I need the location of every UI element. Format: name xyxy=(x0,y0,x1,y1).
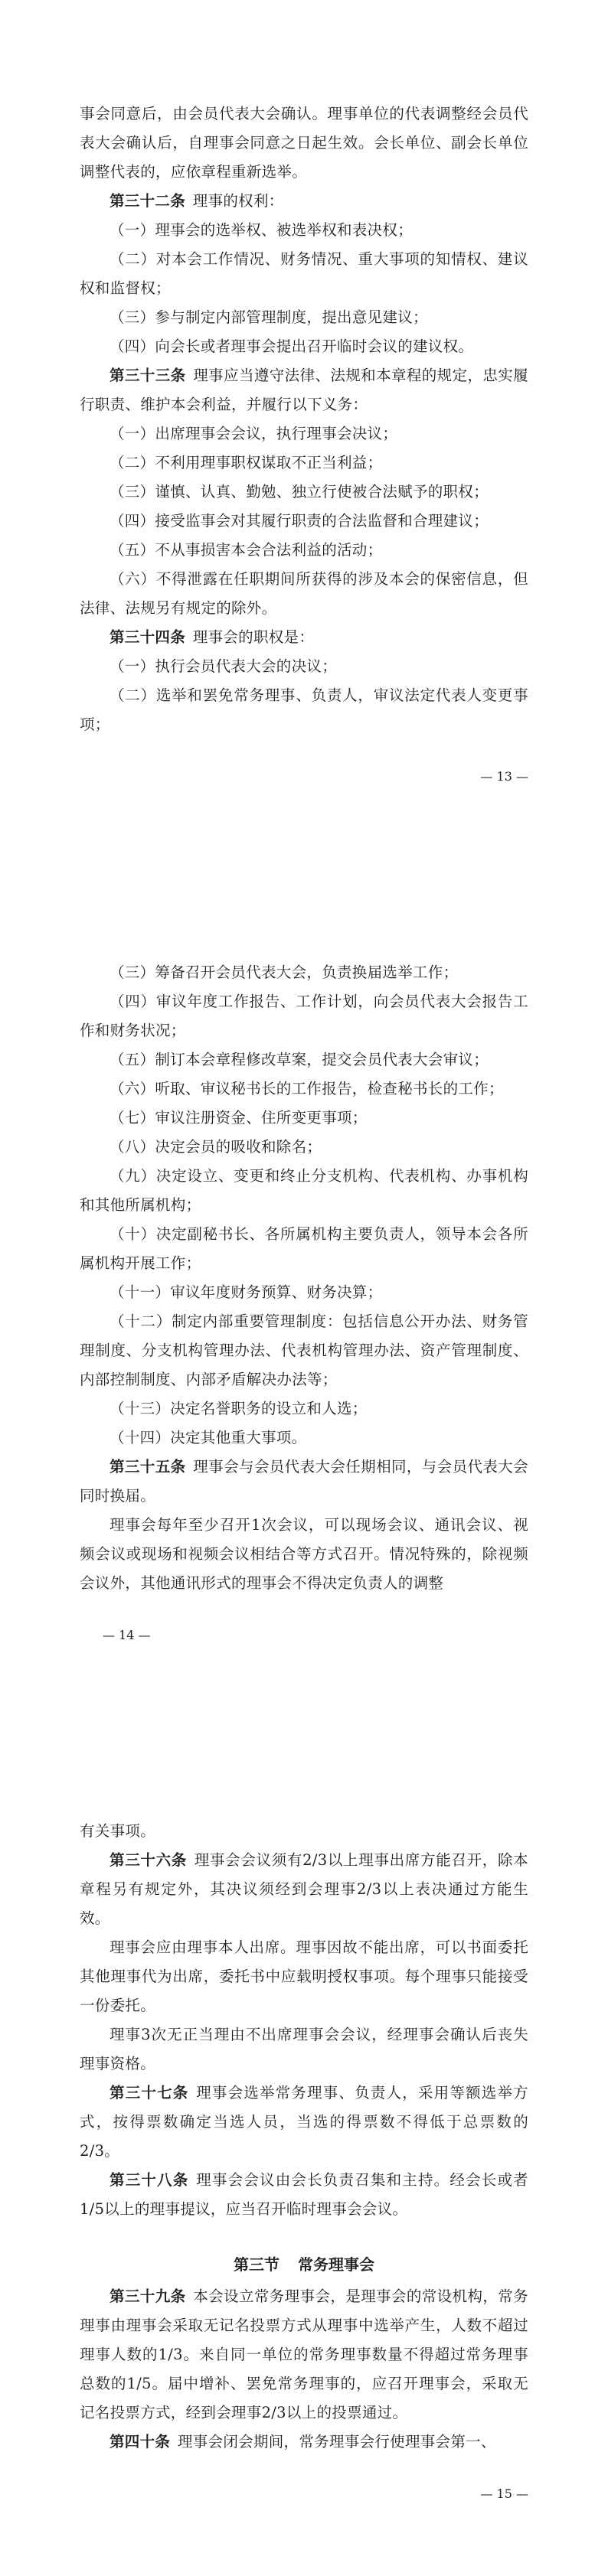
article-number: 第三十九条 xyxy=(110,2287,186,2305)
document-page-13 xyxy=(0,0,608,859)
article-paragraph: 第三十六条 理事会会议须有2/3以上理事出席方能召开，除本章程另有规定外，其决议须经到会理事2/3以上表决通过方能生效。 xyxy=(80,1851,528,1927)
list-item: （一）执行会员代表大会的决议； xyxy=(110,657,338,675)
list-item: （八）决定会员的吸收和除名； xyxy=(110,1138,322,1156)
article-paragraph: 第四十条 理事会闭会期间，常务理事会行使理事会第一、 xyxy=(110,2433,496,2450)
article-paragraph: 第三十三条 理事应当遵守法律、法规和本章程的规定，忠实履行职责、维护本会利益，并履行以下义务： xyxy=(80,367,528,413)
section-number: 第三节 xyxy=(234,2255,279,2274)
article-paragraph: 第三十二条 理事的权利： xyxy=(110,192,284,210)
list-item: （五）不从事损害本会合法利益的活动； xyxy=(110,541,383,559)
document-page-15 xyxy=(0,1717,608,2576)
list-item: （六）听取、审议秘书长的工作报告，检查秘书长的工作； xyxy=(110,1080,504,1097)
list-item: （十四）决定其他重大事项。 xyxy=(110,1429,307,1446)
list-item: （三）筹备召开会员代表大会，负责换届选举工作； xyxy=(110,964,459,981)
list-item: （十一）审议年度财务预算、财务决算； xyxy=(110,1283,383,1301)
article-number: 第三十四条 xyxy=(110,628,186,646)
list-item: （六）不得泄露在任职期间所获得的涉及本会的保密信息，但法律、法规另有规定的除外。 xyxy=(80,570,528,617)
document-page-14 xyxy=(0,859,608,1717)
section-heading xyxy=(80,2250,528,2279)
list-item: （一）理事会的选举权、被选举权和表决权； xyxy=(110,221,414,239)
list-item: （二）选举和罢免常务理事、负责人，审议法定代表人变更事项； xyxy=(80,686,528,733)
list-item: （四）接受监事会对其履行职责的合法监督和合理建议； xyxy=(110,512,489,530)
list-item: （十二）制定内部重要管理制度：包括信息公开办法、财务管理制度、分支机构管理办法、代表机构管理办法、资产管理制度、内部控制制度、内部矛盾解决办法等； xyxy=(80,1312,528,1388)
section-title: 常务理事会 xyxy=(298,2255,374,2274)
paragraph: 有关事项。 xyxy=(80,1822,156,1840)
list-item: （十三）决定名誉职务的设立和人选； xyxy=(110,1400,368,1417)
page-content xyxy=(80,99,528,739)
article-number: 第三十二条 xyxy=(110,192,186,210)
list-item: （三）谨慎、认真、勤勉、独立行使被合法赋予的职权； xyxy=(110,483,489,501)
paragraph: 事会同意后，由会员代表大会确认。理事单位的代表调整经会员代表大会确认后，自理事会同意之日起生效。会长单位、副会长单位调整代表的，应依章程重新选举。 xyxy=(80,105,528,181)
article-number: 第三十五条 xyxy=(110,1458,186,1475)
paragraph: 理事会应由理事本人出席。理事因故不能出席，可以书面委托其他理事代为出席，委托书中应载明授权事项。每个理事只能接受一份委托。 xyxy=(80,1939,528,2014)
list-item: （二）对本会工作情况、财务情况、重大事项的知情权、建议权和监督权； xyxy=(80,250,528,297)
article-paragraph: 第三十五条 理事会与会员代表大会任期相同，与会员代表大会同时换届。 xyxy=(80,1458,528,1505)
paragraph: 理事会每年至少召开1次会议，可以现场会议、通讯会议、视频会议或现场和视频会议相结合等方式召开。情况特殊的，除视频会议外，其他通讯形式的理事会不得决定负责人的调整 xyxy=(80,1516,528,1592)
list-item: （二）不利用理事职权谋取不正当利益； xyxy=(110,454,383,471)
list-item: （九）决定设立、变更和终止分支机构、代表机构、办事机构和其他所属机构； xyxy=(80,1167,528,1214)
list-item: （七）审议注册资金、住所变更事项； xyxy=(110,1109,368,1127)
article-number: 第三十八条 xyxy=(110,2171,189,2189)
list-item: （五）制订本会章程修改草案，提交会员代表大会审议； xyxy=(110,1051,489,1068)
article-paragraph: 第三十九条 本会设立常务理事会，是理事会的常设机构，常务理事由理事会采取无记名投票方式从理事中选举产生，人数不超过理事人数的1/3。来自同一单位的常务理事数量不得超过常务理事总数的1/5。届中增补、罢免常务理事的，应召开理事会，采取无记名投票方式，经到会理事2/3以上的投票通过。 xyxy=(80,2287,528,2421)
article-number: 第三十七条 xyxy=(110,2084,189,2102)
page-number: — 14 — xyxy=(103,1628,151,1642)
article-number: 第四十条 xyxy=(110,2433,171,2450)
page-content xyxy=(80,958,528,1598)
page-number: — 15 — xyxy=(480,2486,528,2501)
article-paragraph: 第三十四条 理事会的职权是： xyxy=(110,628,315,646)
list-item: （四）审议年度工作报告、工作计划，向会员代表大会报告工作和财务状况； xyxy=(80,993,528,1039)
article-paragraph: 第三十七条 理事会选举常务理事、负责人，采用等额选举方式，按得票数确定当选人员，当选的得票数不得低于总票数的2/3。 xyxy=(80,2084,528,2160)
page-number: — 13 — xyxy=(480,769,528,784)
paragraph: 理事3次无正当理由不出席理事会会议，经理事会确认后丧失理事资格。 xyxy=(80,2026,528,2072)
article-number: 第三十三条 xyxy=(110,367,186,384)
page-content xyxy=(80,1817,528,2457)
list-item: （十）决定副秘书长、各所属机构主要负责人，领导本会各所属机构开展工作； xyxy=(80,1225,528,1272)
article-paragraph: 第三十八条 理事会会议由会长负责召集和主持。经会长或者1/5以上的理事提议，应当召开临时理事会会议。 xyxy=(80,2171,528,2218)
list-item: （四）向会长或者理事会提出召开临时会议的建议权。 xyxy=(110,337,474,355)
article-number: 第三十六条 xyxy=(110,1851,187,1869)
list-item: （三）参与制定内部管理制度，提出意见建议； xyxy=(110,308,428,326)
list-item: （一）出席理事会会议，执行理事会决议； xyxy=(110,425,398,442)
